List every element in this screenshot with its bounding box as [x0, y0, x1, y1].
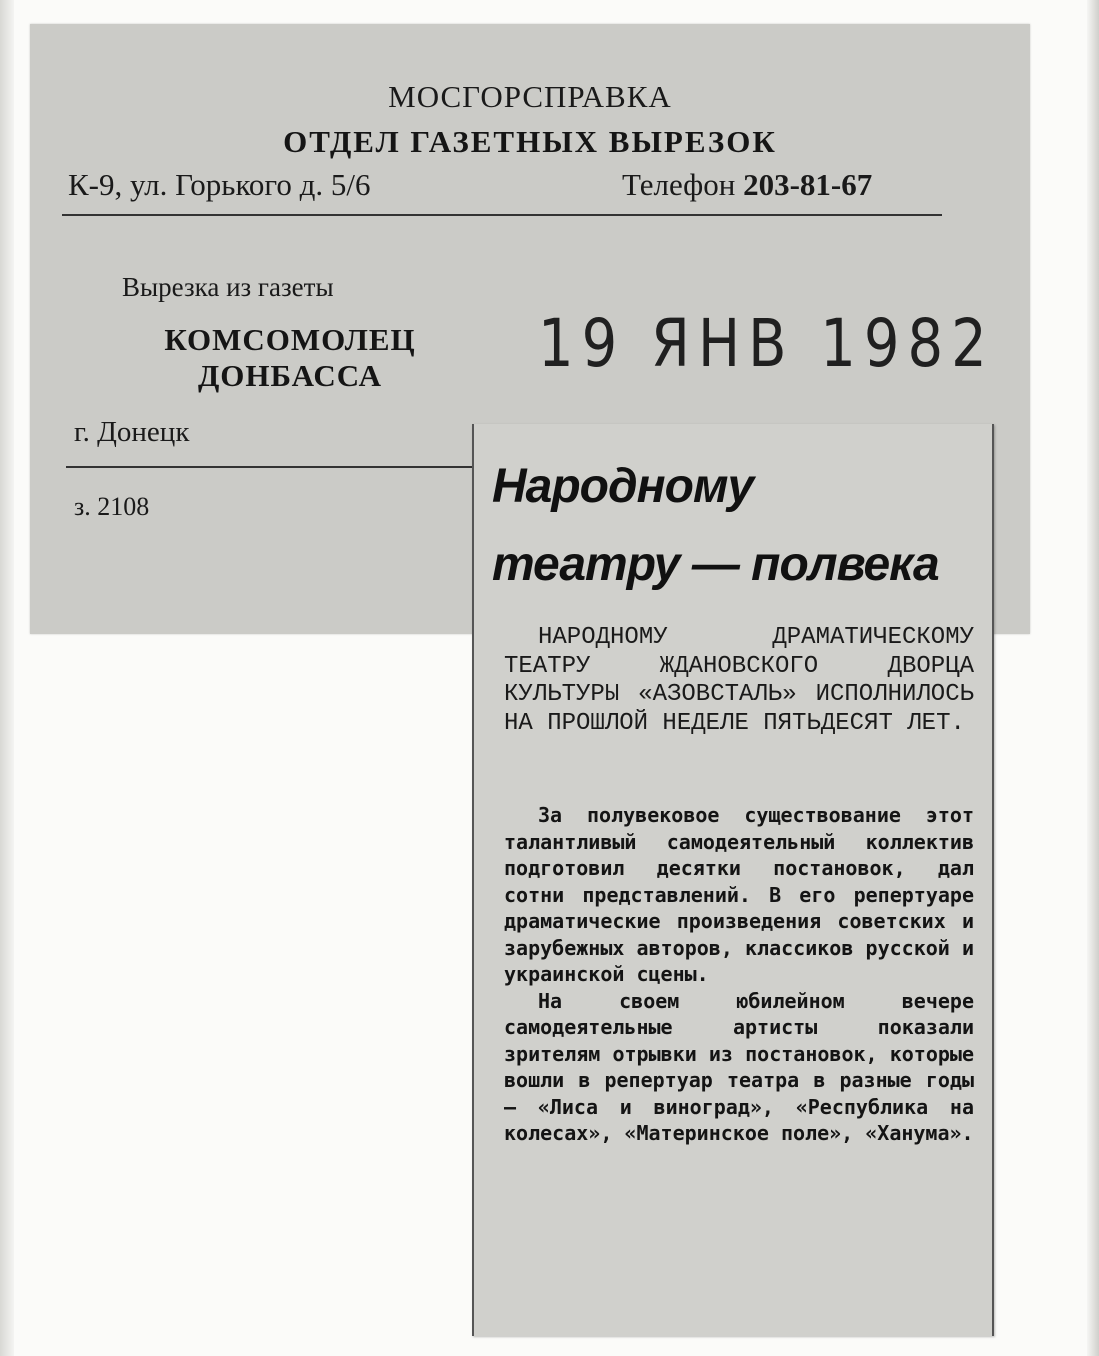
- article-paragraph: За полувековое существование этот талантливый самодеятельный коллектив подготовил десятки постановок, дал сотни представлений. В его репертуаре драматические произведения советских и зарубежных авторов, классиков русской и украинской сцены.: [504, 803, 974, 986]
- scan-left-edge: [0, 0, 14, 1356]
- article-headline: [492, 448, 972, 604]
- headline-line-2: театру — полвека: [492, 538, 939, 591]
- scan-right-edge: [1087, 0, 1099, 1356]
- newspaper-city: г. Донецк: [74, 416, 190, 448]
- phone-label: Телефон: [622, 167, 736, 202]
- newspaper-name: [140, 322, 440, 394]
- article-lead: НАРОДНОМУ ДРАМАТИЧЕСКОМУ ТЕАТРУ ЖДАНОВСКОГО ДВОРЦА КУЛЬТУРЫ «АЗОВСТАЛЬ» ИСПОЛНИЛОСЬ НА ПРОШЛОЙ НЕДЕЛЕ ПЯТЬДЕСЯТ ЛЕТ.: [504, 624, 974, 737]
- organization-address: К-9, ул. Горького д. 5/6: [68, 167, 371, 202]
- organization-name: МОСГОРСПРАВКА: [388, 79, 672, 114]
- newspaper-name-line-2: ДОНБАССА: [197, 358, 383, 393]
- article-paragraph: На своем юбилейном вечере самодеятельные артисты показали зрителям отрывки из постановок, которые вошли в репертуар театра в разные годы — «Лиса и виноград», «Республика на колесах», «Материнское поле», «Ханума».: [504, 988, 974, 1145]
- city-divider: [66, 466, 488, 468]
- department-name: ОТДЕЛ ГАЗЕТНЫХ ВЫРЕЗОК: [283, 124, 777, 159]
- newspaper-clipping: [472, 424, 994, 1336]
- phone-number: 203-81-67: [743, 167, 873, 202]
- order-number: з. 2108: [74, 492, 150, 521]
- source-label: Вырезка из газеты: [122, 272, 334, 302]
- headline-line-1: Народному: [492, 460, 754, 513]
- newspaper-name-line-1: КОМСОМОЛЕЦ: [164, 322, 416, 357]
- article-body: [504, 802, 974, 1147]
- organization-phone: [622, 167, 872, 203]
- header-divider: [62, 214, 942, 216]
- date-stamp: 19 ЯНВ 1982: [538, 306, 995, 383]
